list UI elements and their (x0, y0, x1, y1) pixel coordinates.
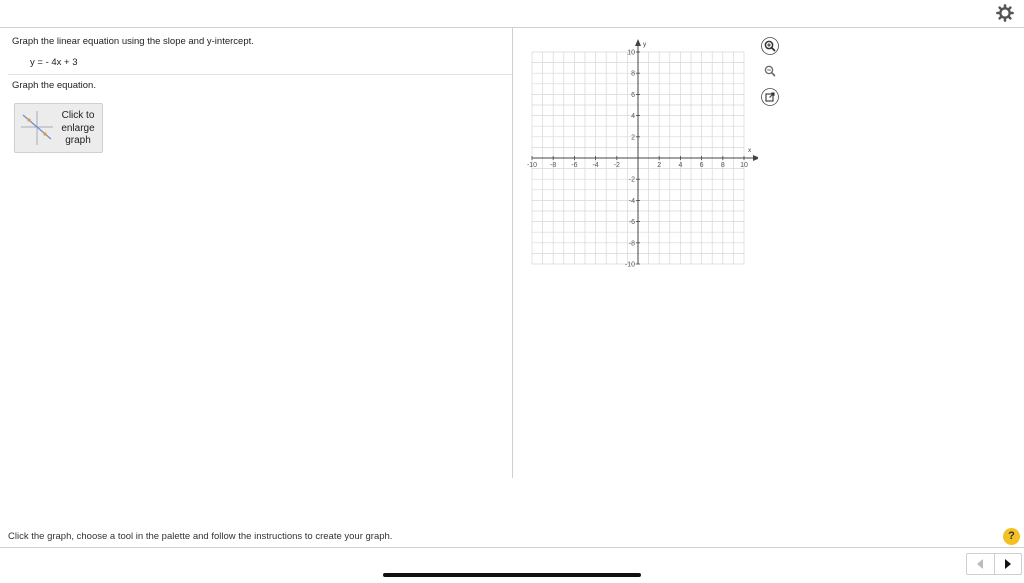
y-tick-label: 4 (631, 113, 635, 121)
instruction: Graph the equation. (12, 80, 96, 91)
y-tick-label: 8 (631, 70, 635, 78)
panel-divider (512, 28, 513, 478)
x-tick-label: -4 (592, 162, 599, 169)
y-tick-label: 6 (631, 91, 635, 99)
x-tick-label: 6 (699, 162, 704, 169)
gear-icon[interactable] (996, 4, 1014, 22)
next-button[interactable] (994, 554, 1021, 574)
x-axis-arrow (753, 155, 758, 161)
x-tick-label: 10 (740, 162, 748, 169)
y-tick-label: -8 (628, 240, 635, 248)
help-button[interactable]: ? (1003, 528, 1020, 545)
question-nav (966, 553, 1022, 575)
equation: y = - 4x + 3 (30, 57, 78, 68)
zoom-out-icon[interactable] (761, 62, 779, 80)
x-tick-label: -8 (550, 162, 557, 169)
x-tick-label: 8 (720, 162, 725, 169)
y-tick-label: 10 (627, 49, 635, 57)
x-tick-label: 2 (657, 162, 662, 169)
enlarge-label: Click to enlarge graph (61, 110, 95, 146)
y-tick-label: -2 (628, 176, 635, 184)
y-axis-arrow (635, 39, 641, 46)
popout-icon[interactable] (761, 88, 779, 106)
x-axis-label: x (748, 147, 752, 154)
top-bar (0, 0, 1024, 28)
x-tick-label: -10 (526, 162, 538, 169)
footer-divider (0, 547, 1024, 548)
y-tick-label: -6 (628, 219, 635, 227)
triangle-left-icon (967, 554, 994, 574)
separator (8, 74, 512, 75)
question-prompt: Graph the linear equation using the slope and y-intercept. (12, 36, 254, 47)
y-tick-label: -4 (628, 197, 635, 205)
y-tick-label: 2 (631, 134, 635, 142)
enlarge-graph-button[interactable] (14, 103, 103, 153)
x-tick-label: -6 (571, 162, 578, 169)
graph-thumbnail-icon (19, 109, 55, 147)
y-tick-label: -10 (624, 261, 635, 268)
previous-button[interactable] (967, 554, 995, 574)
zoom-in-icon[interactable] (761, 37, 779, 55)
coordinate-graph[interactable] (522, 36, 758, 268)
home-indicator (383, 573, 641, 577)
triangle-right-icon (994, 554, 1021, 574)
x-tick-label: -2 (613, 162, 620, 169)
x-tick-label: 4 (678, 162, 683, 169)
y-axis-label: y (643, 41, 647, 48)
status-message: Click the graph, choose a tool in the palette and follow the instructions to create your graph. (8, 531, 393, 542)
question-panel (0, 28, 512, 478)
